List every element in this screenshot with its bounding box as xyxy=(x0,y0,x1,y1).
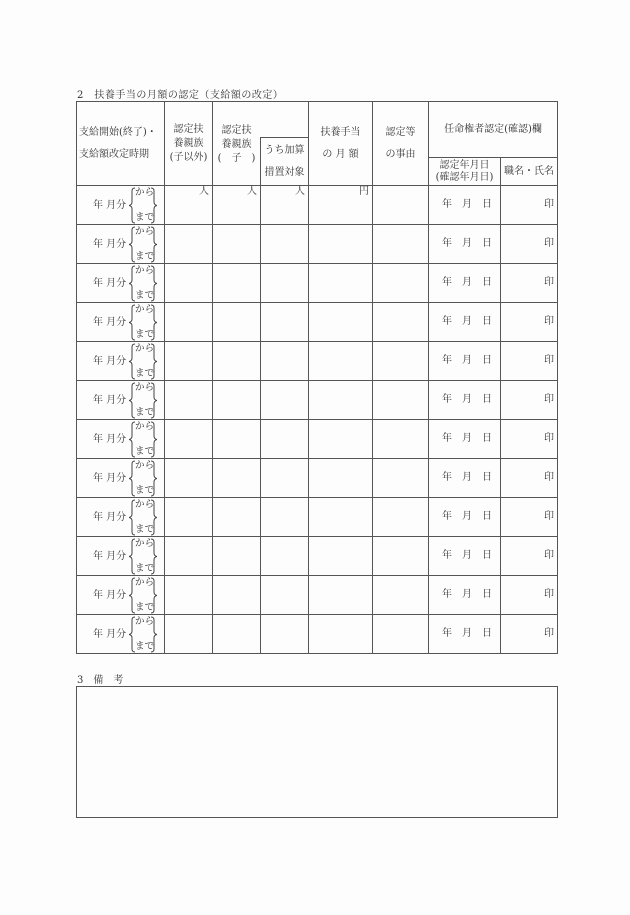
cert-date-cell[interactable]: 年 月 日 xyxy=(429,537,501,576)
dependents-child-cell[interactable] xyxy=(213,225,261,264)
reason-cell[interactable] xyxy=(373,537,429,576)
surcharge-cell[interactable] xyxy=(261,576,309,615)
period-cell[interactable]: 年 月分 から まで xyxy=(77,576,165,615)
reason-cell[interactable] xyxy=(373,342,429,381)
cert-date-cell[interactable]: 年 月 日 xyxy=(429,225,501,264)
header-spacer xyxy=(261,102,309,138)
reason-cell[interactable] xyxy=(373,264,429,303)
header-appointer: 任命権者認定(確認)欄 xyxy=(429,102,558,158)
seal-cell[interactable]: 印 xyxy=(501,459,558,498)
header-period: 支給開始(終了)・ 支給額改定時期 xyxy=(77,102,165,186)
dependents-other-cell[interactable] xyxy=(165,459,213,498)
dependents-child-cell[interactable] xyxy=(213,264,261,303)
monthly-amount-cell[interactable] xyxy=(309,342,373,381)
header-dependents-other: 認定扶 養親族 (子以外) xyxy=(165,102,213,186)
period-cell[interactable]: 年 月分 から まで xyxy=(77,615,165,654)
monthly-amount-cell[interactable]: 円 xyxy=(309,186,373,225)
dependents-child-cell[interactable] xyxy=(213,381,261,420)
seal-cell[interactable]: 印 xyxy=(501,225,558,264)
reason-cell[interactable] xyxy=(373,576,429,615)
cert-date-cell[interactable]: 年 月 日 xyxy=(429,498,501,537)
monthly-amount-cell[interactable] xyxy=(309,420,373,459)
period-cell[interactable]: 年 月分 から まで xyxy=(77,498,165,537)
table-row xyxy=(77,186,558,225)
surcharge-cell[interactable]: 人 xyxy=(261,186,309,225)
period-cell[interactable]: 年 月分 から まで xyxy=(77,420,165,459)
monthly-amount-cell[interactable] xyxy=(309,576,373,615)
monthly-amount-cell[interactable] xyxy=(309,381,373,420)
cert-date-cell[interactable]: 年 月 日 xyxy=(429,381,501,420)
surcharge-cell[interactable] xyxy=(261,264,309,303)
header-reason: 認定等 の事由 xyxy=(373,102,429,186)
surcharge-cell[interactable] xyxy=(261,459,309,498)
reason-cell[interactable] xyxy=(373,225,429,264)
dependents-child-cell[interactable] xyxy=(213,459,261,498)
dependents-child-cell[interactable] xyxy=(213,420,261,459)
header-dependents-child: 認定扶 養親族 ( 子 ) xyxy=(213,102,261,186)
dependents-other-cell[interactable] xyxy=(165,342,213,381)
dependents-other-cell[interactable]: 人 xyxy=(165,186,213,225)
dependents-other-cell[interactable] xyxy=(165,381,213,420)
seal-cell[interactable]: 印 xyxy=(501,420,558,459)
surcharge-cell[interactable] xyxy=(261,225,309,264)
dependents-child-cell[interactable] xyxy=(213,498,261,537)
surcharge-cell[interactable] xyxy=(261,303,309,342)
table-row xyxy=(77,615,558,654)
cert-date-cell[interactable]: 年 月 日 xyxy=(429,303,501,342)
seal-cell[interactable]: 印 xyxy=(501,264,558,303)
monthly-amount-cell[interactable] xyxy=(309,498,373,537)
dependents-other-cell[interactable] xyxy=(165,537,213,576)
dependents-other-cell[interactable] xyxy=(165,576,213,615)
table-row xyxy=(77,420,558,459)
surcharge-cell[interactable] xyxy=(261,381,309,420)
seal-cell[interactable]: 印 xyxy=(501,537,558,576)
surcharge-cell[interactable] xyxy=(261,420,309,459)
monthly-amount-cell[interactable] xyxy=(309,264,373,303)
period-cell[interactable]: 年 月分 から まで xyxy=(77,459,165,498)
surcharge-cell[interactable] xyxy=(261,615,309,654)
cert-date-cell[interactable]: 年 月 日 xyxy=(429,186,501,225)
surcharge-cell[interactable] xyxy=(261,498,309,537)
dependents-other-cell[interactable] xyxy=(165,264,213,303)
seal-cell[interactable]: 印 xyxy=(501,381,558,420)
period-cell[interactable]: 年 月分 から まで xyxy=(77,381,165,420)
table-row xyxy=(77,537,558,576)
monthly-amount-cell[interactable] xyxy=(309,537,373,576)
cert-date-cell[interactable]: 年 月 日 xyxy=(429,420,501,459)
allowance-table xyxy=(76,101,558,654)
table-row xyxy=(77,381,558,420)
dependents-other-cell[interactable] xyxy=(165,303,213,342)
header-title-name: 職名・氏名 xyxy=(501,158,558,186)
dependents-child-cell[interactable] xyxy=(213,576,261,615)
dependents-child-cell[interactable]: 人 xyxy=(213,186,261,225)
table-row xyxy=(77,459,558,498)
dependents-child-cell[interactable] xyxy=(213,342,261,381)
cert-date-cell[interactable]: 年 月 日 xyxy=(429,615,501,654)
period-cell[interactable]: 年 月分 から まで xyxy=(77,186,165,225)
dependents-child-cell[interactable] xyxy=(213,303,261,342)
cert-date-cell[interactable]: 年 月 日 xyxy=(429,459,501,498)
table-row xyxy=(77,498,558,537)
seal-cell[interactable]: 印 xyxy=(501,342,558,381)
reason-cell[interactable] xyxy=(373,459,429,498)
header-monthly-amount: 扶養手当 の 月 額 xyxy=(309,102,373,186)
dependents-other-cell[interactable] xyxy=(165,225,213,264)
period-cell[interactable]: 年 月分 から まで xyxy=(77,264,165,303)
period-cell[interactable]: 年 月分 から まで xyxy=(77,342,165,381)
cert-date-cell[interactable]: 年 月 日 xyxy=(429,342,501,381)
table-row xyxy=(77,576,558,615)
table-row xyxy=(77,303,558,342)
seal-cell[interactable]: 印 xyxy=(501,615,558,654)
period-cell[interactable]: 年 月分 から まで xyxy=(77,303,165,342)
period-cell[interactable]: 年 月分 から まで xyxy=(77,537,165,576)
surcharge-cell[interactable] xyxy=(261,342,309,381)
cert-date-cell[interactable]: 年 月 日 xyxy=(429,576,501,615)
remarks-box[interactable] xyxy=(76,686,558,818)
seal-cell[interactable]: 印 xyxy=(501,498,558,537)
seal-cell[interactable]: 印 xyxy=(501,186,558,225)
seal-cell[interactable]: 印 xyxy=(501,576,558,615)
monthly-amount-cell[interactable] xyxy=(309,303,373,342)
reason-cell[interactable] xyxy=(373,420,429,459)
dependents-other-cell[interactable] xyxy=(165,420,213,459)
cert-date-cell[interactable]: 年 月 日 xyxy=(429,264,501,303)
dependents-child-cell[interactable] xyxy=(213,615,261,654)
reason-cell[interactable] xyxy=(373,498,429,537)
surcharge-cell[interactable] xyxy=(261,537,309,576)
monthly-amount-cell[interactable] xyxy=(309,225,373,264)
dependents-other-cell[interactable] xyxy=(165,498,213,537)
period-cell[interactable]: 年 月分 から まで xyxy=(77,225,165,264)
reason-cell[interactable] xyxy=(373,381,429,420)
seal-cell[interactable]: 印 xyxy=(501,303,558,342)
dependents-other-cell[interactable] xyxy=(165,615,213,654)
header-surcharge: うち加算 措置対象 xyxy=(261,138,309,186)
table-row xyxy=(77,342,558,381)
monthly-amount-cell[interactable] xyxy=(309,615,373,654)
reason-cell[interactable] xyxy=(373,303,429,342)
reason-cell[interactable] xyxy=(373,186,429,225)
header-cert-date: 認定年月日 (確認年月日) xyxy=(429,158,501,186)
section-3-title: 3 備 考 xyxy=(77,675,124,686)
reason-cell[interactable] xyxy=(373,615,429,654)
section-2-title: 2 扶養手当の月額の認定（支給額の改定） xyxy=(77,90,284,101)
dependents-child-cell[interactable] xyxy=(213,537,261,576)
table-row xyxy=(77,225,558,264)
table-row xyxy=(77,264,558,303)
monthly-amount-cell[interactable] xyxy=(309,459,373,498)
